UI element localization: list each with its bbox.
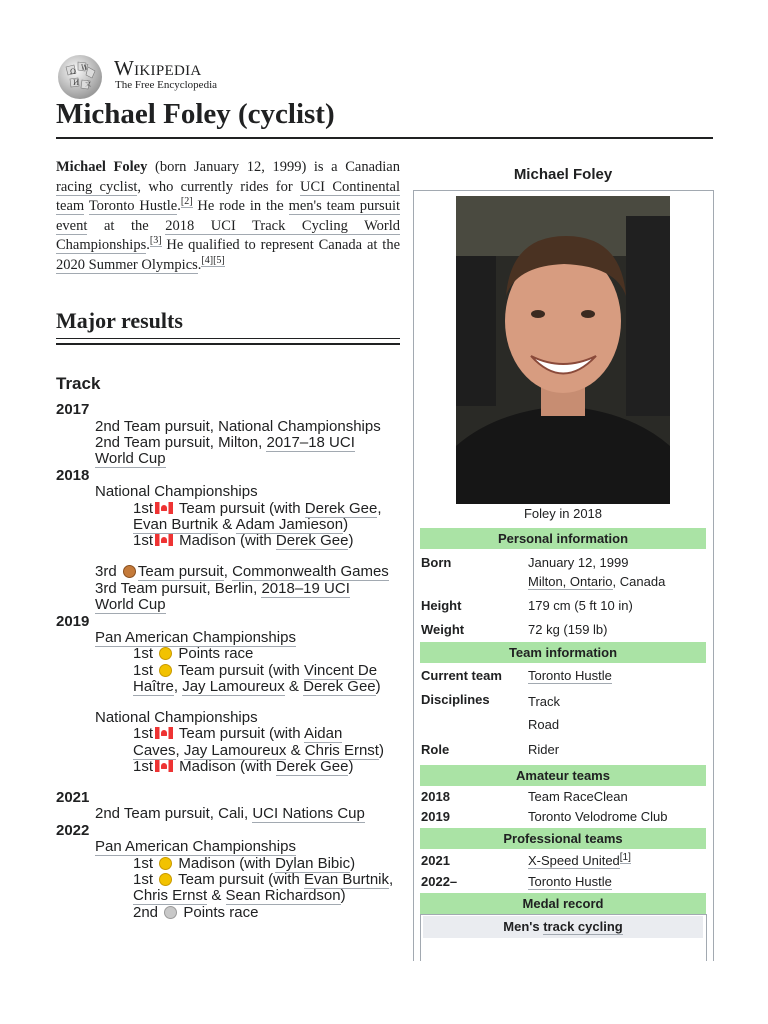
year-2017: 2017 <box>56 401 90 418</box>
infobox-header-personal: Personal information <box>420 528 706 549</box>
label-weight: Weight <box>421 622 465 637</box>
medal-record-subheader: Men's track cycling <box>423 916 703 938</box>
result-item: 1st Team pursuit (with Derek Gee, <box>133 500 382 517</box>
result-item: 1st Team pursuit (with Vincent De <box>133 662 378 679</box>
label-height: Height <box>421 598 462 613</box>
result-item: 1st Points race <box>133 645 254 662</box>
result-group-national: National Championships <box>95 483 258 500</box>
svg-text:W: W <box>81 64 89 72</box>
result-item: 2nd Team pursuit, Cali, UCI Nations Cup <box>95 805 365 822</box>
link-chris-ernst[interactable]: Chris Ernst <box>304 742 379 759</box>
pro-team <box>528 853 631 868</box>
ref-5[interactable]: [5] <box>213 254 225 266</box>
result-item: 2nd Team pursuit, National Championships <box>95 418 381 435</box>
link-pan-american-championships[interactable]: Pan American Championships <box>95 629 296 646</box>
link-adam-jamieson[interactable]: Adam Jamieson <box>235 516 344 533</box>
link-chris-ernst[interactable]: Chris Ernst <box>133 887 208 904</box>
result-item: 1st Team pursuit (with Evan Burtnik, <box>133 871 394 888</box>
result-item-cont: Haître, Jay Lamoureux & Derek Gee) <box>133 678 381 695</box>
label-current-team: Current team <box>421 668 502 683</box>
link-toronto-hustle[interactable]: Toronto Hustle <box>88 198 178 214</box>
amateur-year: 2019 <box>421 809 450 824</box>
infobox-header-professional: Professional teams <box>420 828 706 849</box>
tagline: The Free Encyclopedia <box>115 79 218 91</box>
year-2018: 2018 <box>56 467 90 484</box>
link-toronto-hustle[interactable]: Toronto Hustle <box>528 668 612 683</box>
label-role: Role <box>421 742 450 757</box>
link-uci-continental[interactable]: UCI Continental team <box>56 178 400 214</box>
link-2018-19-world-cup[interactable]: World Cup <box>95 596 166 613</box>
section-heading-major-results: Major results <box>56 308 183 333</box>
infobox-header-team: Team information <box>420 642 706 663</box>
wikipedia-globe-logo[interactable] <box>56 53 104 101</box>
result-item: 1st Madison (with Derek Gee) <box>133 532 354 549</box>
link-mens-team-pursuit[interactable]: men's team pursuit event <box>56 198 400 234</box>
result-item-cont: Chris Ernst & Sean Richardson) <box>133 887 346 904</box>
link-jay-lamoureux[interactable]: Jay Lamoureux <box>183 742 287 759</box>
infobox-header-amateur: Amateur teams <box>420 765 706 786</box>
link-derek-gee[interactable]: Derek Gee <box>304 500 378 517</box>
link-x-speed-united[interactable]: X-Speed United <box>528 853 620 868</box>
link-2017-18-world-cup[interactable]: 2017–18 UCI <box>266 434 355 451</box>
result-item: 3rd Team pursuit, Berlin, 2018–19 UCI <box>95 580 350 597</box>
link-2017-18-world-cup[interactable]: World Cup <box>95 450 166 467</box>
link-2018-19-world-cup[interactable]: 2018–19 UCI <box>261 580 350 597</box>
value-born-place: Milton, Ontario, Canada <box>528 574 666 589</box>
link-derek-gee[interactable]: Derek Gee <box>275 532 349 549</box>
bronze-medal-icon <box>123 565 136 578</box>
result-group-panam <box>95 839 296 855</box>
link-derek-gee[interactable]: Derek Gee <box>303 678 376 695</box>
amateur-year: 2018 <box>421 789 450 804</box>
section-divider <box>56 338 400 339</box>
value-role: Rider <box>528 742 560 757</box>
link-evan-burtnik[interactable]: Evan Burtnik <box>133 516 219 533</box>
svg-text:Ω: Ω <box>70 68 76 76</box>
value-discipline-track: Track <box>528 694 561 709</box>
value-current-team <box>528 668 612 683</box>
title-divider <box>56 137 713 139</box>
pro-year: 2021 <box>421 853 450 868</box>
link-jay-lamoureux[interactable]: Jay Lamoureux <box>182 678 285 695</box>
link-evan-burtnik[interactable]: Evan Burtnik <box>303 871 390 888</box>
ref-2[interactable]: [2] <box>180 196 193 208</box>
wordmark[interactable]: Wikipedia <box>114 56 202 80</box>
result-item: 3rd Team pursuit, Commonwealth Games <box>95 563 389 580</box>
result-item: 2nd Points race <box>133 904 259 921</box>
result-group-national: National Championships <box>95 709 258 726</box>
lead-paragraph: Michael Foley (born January 12, 1999) is a Canadian racing cyclist, who currently rides for UCI Continental team Toronto Hustle.[2] He rode in the men's team pursuit event at the 2018 UCI Track Cycling World Championships.[3] He qualified to represent Canada at the 2020 Summer Olympics.[4][5] <box>56 159 400 273</box>
result-item: 1st Madison (with Derek Gee) <box>133 758 354 775</box>
amateur-team: Toronto Velodrome Club <box>528 809 668 824</box>
svg-text:И: И <box>73 79 80 87</box>
gold-medal-icon <box>159 664 172 677</box>
link-dylan-bibic[interactable]: Dylan Bibic <box>275 855 351 872</box>
amateur-team: Team RaceClean <box>528 789 628 804</box>
gold-medal-icon <box>159 647 172 660</box>
link-aidan-caves[interactable]: Caves <box>133 742 176 759</box>
result-item: 1st Team pursuit (with Aidan <box>133 725 343 742</box>
subsection-heading-track: Track <box>56 374 101 393</box>
value-weight: 72 kg (159 lb) <box>528 622 608 637</box>
link-commonwealth-games[interactable]: Commonwealth Games <box>232 563 389 580</box>
result-item-cont: Caves, Jay Lamoureux & Chris Ernst) <box>133 742 384 759</box>
link-toronto-hustle[interactable]: Toronto Hustle <box>528 874 612 889</box>
svg-text:文: 文 <box>85 81 92 88</box>
pro-team <box>528 874 612 889</box>
result-item: 2nd Team pursuit, Milton, 2017–18 UCI <box>95 434 355 451</box>
year-2019: 2019 <box>56 613 90 630</box>
value-discipline-road: Road <box>528 717 560 732</box>
silver-medal-icon <box>164 906 177 919</box>
gold-medal-icon <box>159 857 172 870</box>
link-pan-american-championships[interactable]: Pan American Championships <box>95 838 296 855</box>
link-aidan-caves[interactable]: Aidan <box>303 725 343 742</box>
canada-flag-icon <box>155 727 173 739</box>
label-disciplines: Disciplines <box>421 692 490 707</box>
portrait-photo[interactable] <box>456 196 670 504</box>
link-vincent-de-haitre[interactable]: Vincent De <box>303 662 378 679</box>
link-2018-worlds[interactable]: 2018 UCI Track Cycling World Championships <box>56 217 400 253</box>
link-sean-richardson[interactable]: Sean Richardson <box>225 887 341 904</box>
canada-flag-icon <box>155 760 173 772</box>
photo-caption: Foley in 2018 <box>523 506 603 521</box>
canada-flag-icon <box>155 502 173 514</box>
value-born-date: January 12, 1999 <box>528 555 629 570</box>
result-item-cont <box>95 451 166 467</box>
ref-1[interactable]: [1] <box>619 851 631 863</box>
year-2021: 2021 <box>56 789 90 806</box>
result-item-cont <box>95 597 166 613</box>
infobox-header-medal-record: Medal record <box>420 893 706 914</box>
link-derek-gee[interactable]: Derek Gee <box>275 758 349 775</box>
link-track-cycling[interactable]: track cycling <box>543 919 623 934</box>
infobox-caption: Michael Foley <box>513 166 613 183</box>
year-2022: 2022 <box>56 822 90 839</box>
gold-medal-icon <box>159 873 172 886</box>
ref-3[interactable]: [3] <box>149 235 162 247</box>
section-divider-thick <box>56 343 400 345</box>
value-height: 179 cm (5 ft 10 in) <box>528 598 633 613</box>
canada-flag-icon <box>155 534 173 546</box>
page-title: Michael Foley (cyclist) <box>56 98 335 130</box>
result-item: 1st Madison (with Dylan Bibic) <box>133 855 356 872</box>
result-group-panam <box>95 630 296 646</box>
ref-4[interactable]: [4] <box>201 254 214 266</box>
pro-year: 2022– <box>421 874 458 889</box>
link-2020-olympics[interactable]: 2020 Summer Olympics <box>56 256 198 273</box>
subject-name: Michael Foley <box>56 159 148 175</box>
result-item-cont: Evan Burtnik & Adam Jamieson) <box>133 516 349 533</box>
link-milton-ontario[interactable]: Milton, Ontario <box>528 574 613 589</box>
label-born: Born <box>421 555 452 570</box>
link-uci-nations-cup[interactable]: UCI Nations Cup <box>252 805 365 822</box>
link-racing-cyclist[interactable]: racing cyclist <box>56 178 138 195</box>
link-vincent-de-haitre[interactable]: Haître <box>133 678 174 695</box>
link-team-pursuit[interactable]: Team pursuit <box>137 563 224 580</box>
